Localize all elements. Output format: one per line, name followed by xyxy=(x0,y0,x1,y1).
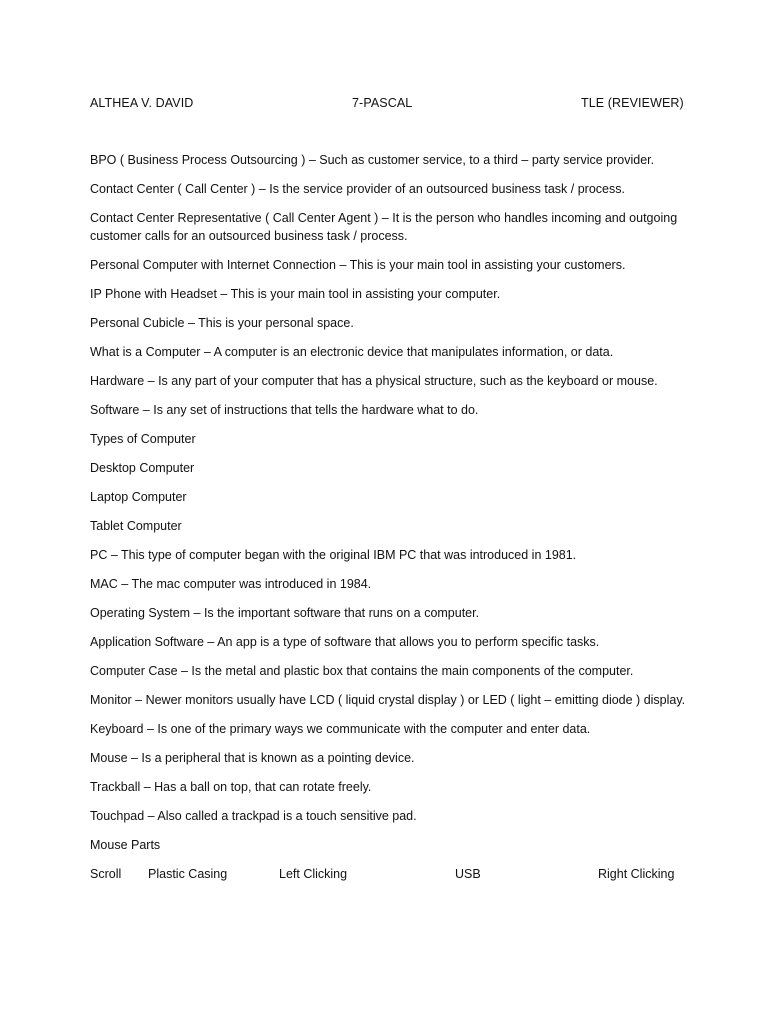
paragraph-computer-case: Computer Case – Is the metal and plastic box that contains the main components of the computer. xyxy=(90,664,634,678)
list-item-desktop: Desktop Computer xyxy=(90,461,195,475)
paragraph-personal-computer: Personal Computer with Internet Connection – This is your main tool in assisting your customers. xyxy=(90,258,626,272)
mouse-part-plastic-casing: Plastic Casing xyxy=(148,867,228,881)
student-section: 7-PASCAL xyxy=(352,96,413,110)
document-header xyxy=(90,94,684,112)
paragraph-keyboard: Keyboard – Is one of the primary ways we communicate with the computer and enter data. xyxy=(90,722,591,736)
student-name: ALTHEA V. DAVID xyxy=(90,96,194,110)
paragraph-trackball: Trackball – Has a ball on top, that can rotate freely. xyxy=(90,780,372,794)
mouse-part-usb: USB xyxy=(455,867,481,881)
paragraph-what-is-computer: What is a Computer – A computer is an electronic device that manipulates information, or data. xyxy=(90,345,614,359)
paragraph-mac: MAC – The mac computer was introduced in 1984. xyxy=(90,577,372,591)
paragraph-monitor: Monitor – Newer monitors usually have LCD ( liquid crystal display ) or LED ( light – emitting diode ) display. xyxy=(90,693,686,707)
list-item-laptop: Laptop Computer xyxy=(90,490,187,504)
paragraph-operating-system: Operating System – Is the important software that runs on a computer. xyxy=(90,606,480,620)
document-body xyxy=(90,151,690,883)
paragraph-touchpad: Touchpad – Also called a trackpad is a touch sensitive pad. xyxy=(90,809,417,823)
paragraph-personal-cubicle: Personal Cubicle – This is your personal space. xyxy=(90,316,354,330)
heading-mouse-parts: Mouse Parts xyxy=(90,838,161,852)
paragraph-contact-center-representative: Contact Center Representative ( Call Center Agent ) – It is the person who handles incoming and outgoing customer calls for an outsourced business task / process. xyxy=(90,211,678,243)
paragraph-mouse: Mouse – Is a peripheral that is known as a pointing device. xyxy=(90,751,415,765)
list-item-tablet: Tablet Computer xyxy=(90,519,182,533)
heading-types-of-computer: Types of Computer xyxy=(90,432,196,446)
paragraph-application-software: Application Software – An app is a type of software that allows you to perform specific tasks. xyxy=(90,635,600,649)
paragraph-hardware: Hardware – Is any part of your computer that has a physical structure, such as the keyboard or mouse. xyxy=(90,374,658,388)
paragraph-pc: PC – This type of computer began with the original IBM PC that was introduced in 1981. xyxy=(90,548,577,562)
paragraph-bpo: BPO ( Business Process Outsourcing ) – Such as customer service, to a third – party service provider. xyxy=(90,153,655,167)
mouse-part-right-clicking: Right Clicking xyxy=(598,867,675,881)
mouse-parts-row xyxy=(90,865,690,883)
mouse-part-scroll: Scroll xyxy=(90,867,122,881)
paragraph-software: Software – Is any set of instructions that tells the hardware what to do. xyxy=(90,403,479,417)
paragraph-ip-phone: IP Phone with Headset – This is your main tool in assisting your computer. xyxy=(90,287,501,301)
paragraph-contact-center: Contact Center ( Call Center ) – Is the service provider of an outsourced business task / process. xyxy=(90,182,625,196)
document-subject: TLE (REVIEWER) xyxy=(581,96,684,110)
mouse-part-left-clicking: Left Clicking xyxy=(279,867,348,881)
